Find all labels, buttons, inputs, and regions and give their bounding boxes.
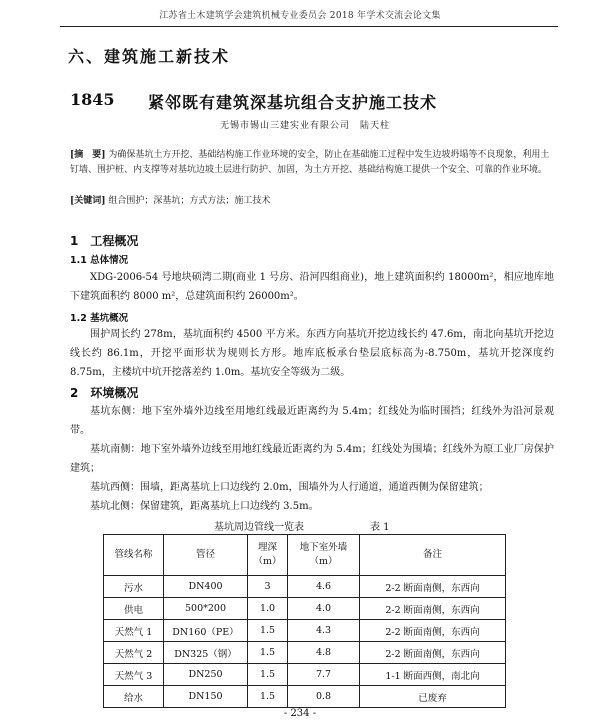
table-header-cell: 备注 [360,535,506,576]
table-header-cell: 管线名称 [104,535,164,576]
table-cell: 供电 [104,598,164,620]
table-cell: 4.8 [288,642,360,664]
table-cell: DN325（钢） [164,642,248,664]
table-caption: 基坑周边管线一览表 [214,522,304,533]
table-header-cell: 管径 [164,535,248,576]
table-cell: 1.5 [248,664,288,686]
table-cell: DN150 [164,686,248,708]
table-row [104,598,506,620]
table-row [104,686,506,708]
heading-1-2: 1.2 基坑概况 [70,313,129,324]
table-cell: DN160（PE） [164,620,248,642]
table-cell: 500*200 [164,598,248,620]
table-header-cell: 地下室外墙 （m） [288,535,360,576]
paragraph-env-south: 基坑南侧：地下室外墙外边线至用地红线最近距离约为 5.4m；红线处为围墙；红线外为原工业厂房保护建筑； [70,444,554,474]
table-cell: 7.7 [288,664,360,686]
table-cell: 4.0 [288,598,360,620]
author-line: 无锡市锡山三建实业有限公司 陆天柱 [220,121,391,131]
paragraph-env-north: 基坑北侧：保留建筑，距离基坑上口边线约 3.5m。 [90,501,319,512]
table-cell: 4.3 [288,620,360,642]
heading-1: 1 工程概况 [70,234,139,248]
table-cell: 天然气 1 [104,620,164,642]
heading-2: 2 环境概况 [70,386,139,400]
table-cell: 污水 [104,576,164,598]
table-cell: 天然气 2 [104,642,164,664]
abstract-label: [摘 要] [70,150,106,160]
heading-1-1: 1.1 总体情况 [70,255,129,266]
abstract [70,148,554,178]
paragraph-overall: XDG-2006-54 号地块硕湾二期(商业 1 号房、沿河四组商业)，地上建筑面积约 18000m²，相应地库地下建筑面积约 8000 m²，总建筑面积约 26000m²。 [70,272,554,302]
table-header-cell: 埋深 （m） [248,535,288,576]
paragraph-env-west: 基坑西侧：围墙，距离基坑上口边线约 2.0m，围墙外为人行通道，通道西侧为保留建筑； [90,482,489,493]
page-number: - 234 - [283,708,317,719]
table-cell: 2-2 断面南侧，东西向 [360,598,506,620]
table-cell: 天然气 3 [104,664,164,686]
table-cell: 1.5 [248,620,288,642]
paper-title: 紧邻既有建筑深基坑组合支护施工技术 [148,93,438,112]
pipeline-table [103,534,506,708]
table-cell: 4.6 [288,576,360,598]
table-cell: DN250 [164,664,248,686]
section-title: 六、建筑施工新技术 [68,47,231,66]
table-row [104,642,506,664]
table-number: 表 1 [370,522,390,533]
running-header: 江苏省土木建筑学会建筑机械专业委员会 2018 年学术交流会论文集 [159,11,441,21]
table-cell: 给水 [104,686,164,708]
table-cell: 1.5 [248,686,288,708]
table-cell: 2-2 断面南侧，东西向 [360,620,506,642]
header-rule [60,26,558,27]
keywords [70,194,554,209]
paper-number: 1845 [70,90,115,109]
table-cell: DN400 [164,576,248,598]
table-cell: 1-1 断面西侧，南北向 [360,664,506,686]
table-header-row [104,535,506,576]
table-cell: 1.5 [248,642,288,664]
paragraph-env-east: 基坑东侧：地下室外墙外边线至用地红线最近距离约为 5.4m；红线处为临时围挡；红线外为沿河景观带。 [70,406,554,436]
table-cell: 0.8 [288,686,360,708]
table-row [104,620,506,642]
keywords-label: [关键词] [70,196,106,206]
abstract-text: 为确保基坑土方开挖、基础结构施工作业环境的安全，防止在基础施工过程中发生边坡坍塌等不良现象，利用土钉墙、围护桩、内支撑等对基坑边坡土层进行防护、加固，为土方开挖、基础结构施工提供一个安全、可靠的作业环境。 [70,150,550,175]
table-cell: 2-2 断面南侧，东西向 [360,576,506,598]
table-cell: 1.0 [248,598,288,620]
table-cell: 已废弃 [360,686,506,708]
table-row [104,664,506,686]
table-body [104,576,506,708]
table-cell: 3 [248,576,288,598]
table-cell: 2-2 断面南侧，东西向 [360,642,506,664]
paragraph-pit: 围护周长约 278m，基坑面积约 4500 平方米。东西方向基坑开挖边线长约 47.6m，南北向基坑开挖边线长约 86.1m，开挖平面形状为规则长方形。地库底板承台垫层底标高为-8.750m，基坑开挖深度约 8.75m，主楼坑中坑开挖落差约 1.0m。基坑安全等级为二级。 [70,329,554,378]
table-row [104,576,506,598]
keywords-text: 组合围护；深基坑；方式方法；施工技术 [108,196,271,206]
